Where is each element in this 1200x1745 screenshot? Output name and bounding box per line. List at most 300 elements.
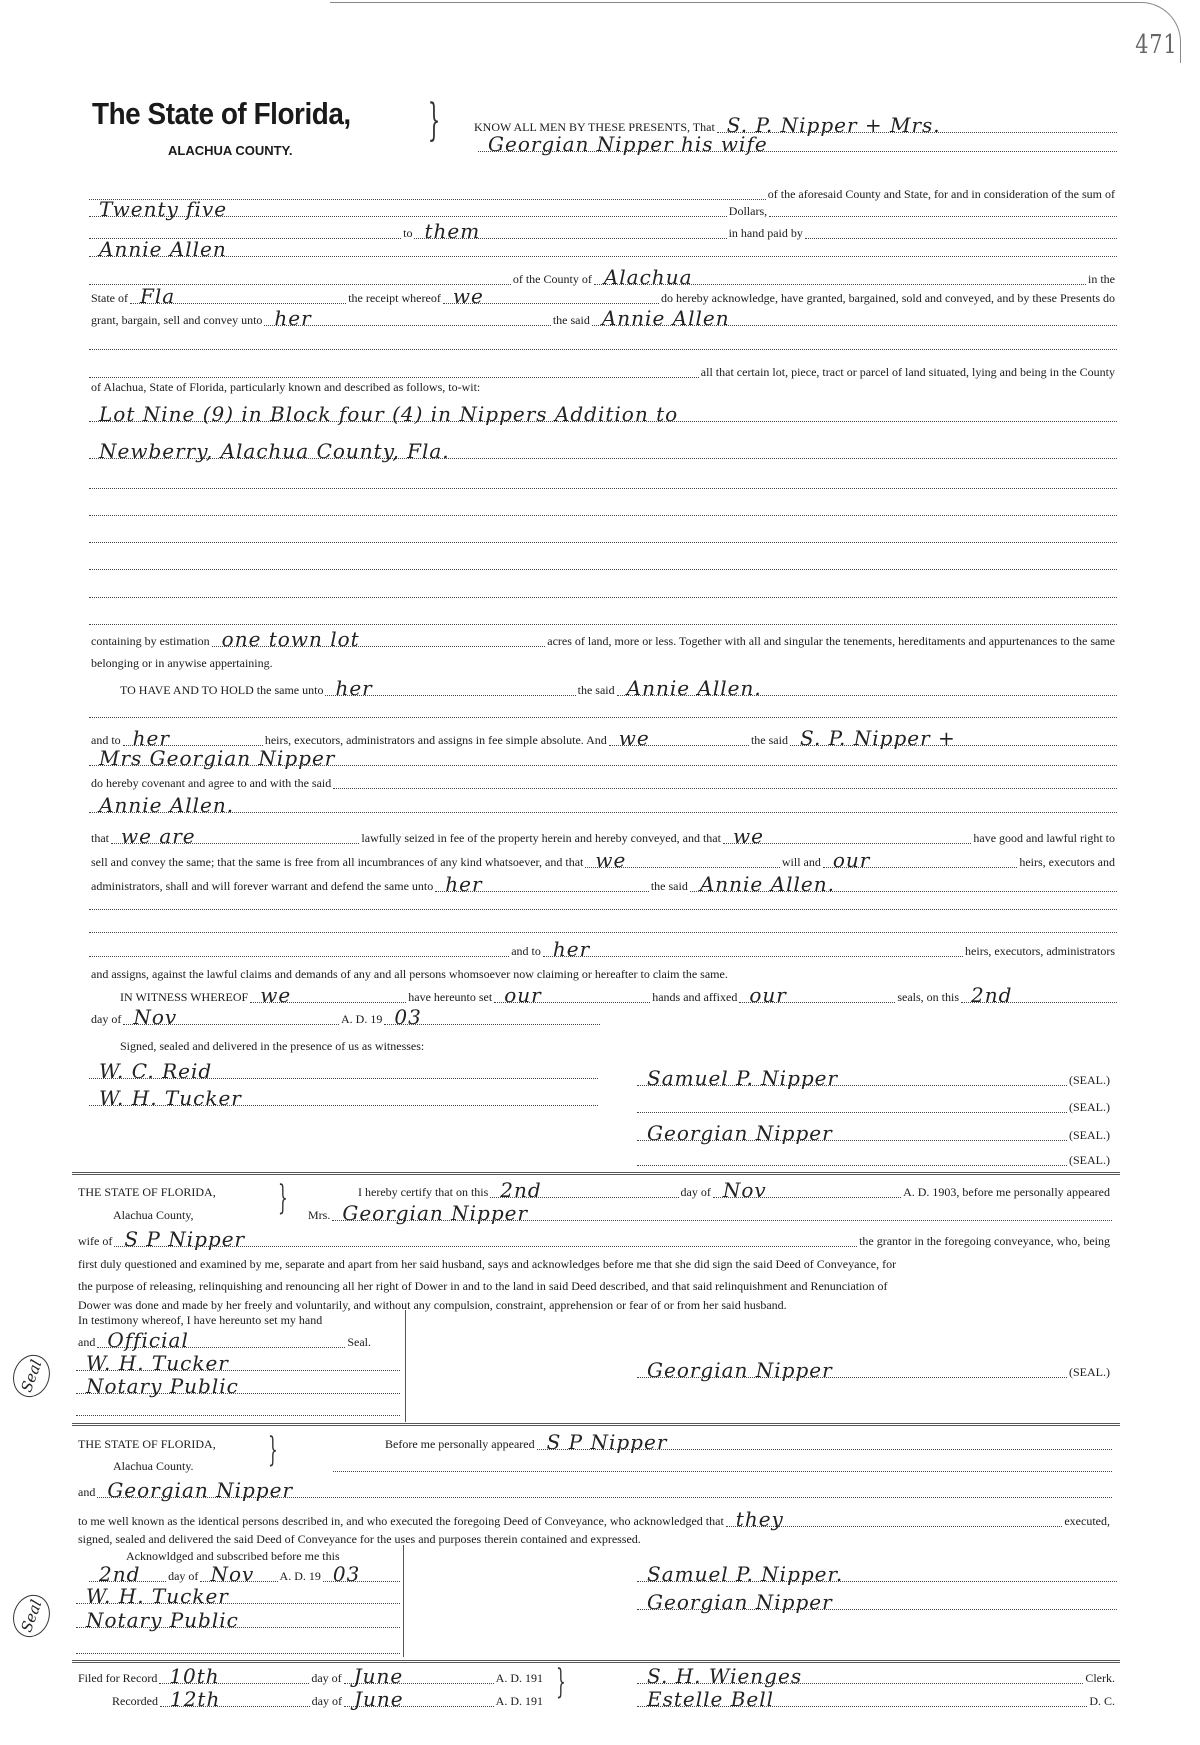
fill-line xyxy=(585,848,780,872)
document-title: The State of Florida, xyxy=(92,96,351,131)
handwritten-entry: S P Nipper xyxy=(546,1430,668,1454)
form-line xyxy=(124,1542,342,1562)
fill-line xyxy=(97,1478,1112,1502)
form-line xyxy=(89,746,1117,770)
form-line xyxy=(637,1590,1117,1614)
printed-text: I hereby certify that on this xyxy=(358,1185,489,1199)
form-line xyxy=(356,1178,1112,1202)
form-line xyxy=(383,1430,1112,1454)
fill-line xyxy=(443,284,659,308)
handwritten-entry: Georgian Nipper xyxy=(647,1590,833,1614)
printed-text: Dollars, xyxy=(728,204,768,218)
fill-line xyxy=(543,937,963,961)
form-line xyxy=(118,676,1117,700)
form-line xyxy=(118,983,1117,1007)
printed-text: the said xyxy=(650,879,688,893)
brace: } xyxy=(277,1178,288,1218)
printed-text: do hereby covenant and agree to and with the said xyxy=(91,776,332,790)
handwritten-entry: Newberry, Alachua County, Fla. xyxy=(99,439,450,463)
form-line xyxy=(111,1452,196,1472)
fill-line xyxy=(76,1374,400,1398)
printed-text: in hand paid by xyxy=(728,226,803,240)
printed-text: IN WITNESS WHEREOF xyxy=(120,990,249,1004)
fill-line xyxy=(89,237,1117,261)
form-line xyxy=(76,1608,400,1632)
section-divider xyxy=(72,1172,1120,1175)
printed-text: Signed, sealed and delivered in the presence of us as witnesses: xyxy=(120,1039,425,1053)
fill-line xyxy=(89,705,1117,718)
handwritten-entry: we xyxy=(260,983,292,1007)
fill-line xyxy=(332,1201,1112,1225)
fill-line xyxy=(637,1562,1117,1586)
fill-line xyxy=(637,1100,1067,1113)
form-line xyxy=(89,960,730,980)
handwritten-entry: 10th xyxy=(169,1664,220,1688)
fill-line xyxy=(89,476,1117,489)
handwritten-entry: W. H. Tucker xyxy=(99,1086,242,1110)
fill-line xyxy=(713,1178,901,1202)
fill-line xyxy=(333,1459,1112,1472)
form-line xyxy=(89,913,1117,933)
handwritten-entry: Official xyxy=(107,1328,189,1352)
handwritten-entry: Georgian Nipper xyxy=(342,1201,529,1225)
handwritten-entry: Samuel P. Nipper. xyxy=(647,1562,844,1586)
form-line xyxy=(89,237,1117,261)
handwritten-entry: W. H. Tucker xyxy=(86,1584,229,1608)
printed-text: and to xyxy=(91,733,121,747)
printed-text: administrators, shall and will forever warrant and defend the same unto xyxy=(91,879,434,893)
fill-line xyxy=(723,824,971,848)
printed-text: A. D. 19 xyxy=(279,1569,321,1583)
handwritten-entry: her xyxy=(445,872,483,896)
handwritten-entry: Annie Allen xyxy=(99,237,227,261)
printed-text: (SEAL.) xyxy=(1069,1128,1110,1142)
form-line xyxy=(637,1358,1112,1382)
printed-text: Filed for Record xyxy=(78,1671,158,1685)
handwritten-entry: we xyxy=(595,848,627,872)
form-line xyxy=(306,1201,1112,1225)
form-line xyxy=(89,469,1117,489)
brace: } xyxy=(267,1430,278,1470)
form-line xyxy=(76,1227,1112,1251)
form-line xyxy=(76,1478,1112,1502)
printed-text: of Alachua, State of Florida, particularly known and described as follows, to-wit: xyxy=(91,380,481,394)
handwritten-entry: our xyxy=(832,848,871,872)
bracket-line xyxy=(405,1310,406,1422)
printed-text: grant, bargain, sell and convey unto xyxy=(91,313,263,327)
form-line xyxy=(472,113,1117,137)
handwritten-entry: Fla xyxy=(140,284,176,308)
printed-text: Mrs. xyxy=(308,1208,331,1222)
fill-line xyxy=(537,1430,1112,1454)
bracket-line xyxy=(403,1545,404,1657)
handwritten-entry: we are xyxy=(121,824,196,848)
fill-line xyxy=(89,612,1117,625)
form-line xyxy=(110,1687,545,1711)
form-line xyxy=(637,1093,1112,1113)
fill-line xyxy=(76,1641,400,1654)
printed-text: all that certain lot, piece, tract or parcel of land situated, lying and being in the County xyxy=(700,365,1115,379)
handwritten-entry: June xyxy=(353,1687,404,1711)
printed-text: Acknowldged and subscribed before me this xyxy=(126,1549,340,1563)
printed-text: A. D. 19 xyxy=(341,1012,383,1026)
handwritten-entry: June xyxy=(353,1664,404,1688)
form-line xyxy=(89,1005,600,1029)
handwritten-entry: Georgian Nipper xyxy=(647,1121,833,1145)
handwritten-entry: S. H. Wienges xyxy=(647,1664,803,1688)
form-line xyxy=(89,824,1117,848)
handwritten-entry: Lot Nine (9) in Block four (4) in Nippers Addition to xyxy=(99,402,679,426)
handwritten-entry: 12th xyxy=(169,1687,221,1711)
form-line xyxy=(89,550,1117,570)
printed-text: the grantor in the foregoing conveyance, who, being xyxy=(859,1234,1110,1248)
form-line xyxy=(333,1452,1112,1472)
page-edge xyxy=(330,2,1181,63)
fill-line xyxy=(333,776,1117,789)
printed-text: Seal. xyxy=(347,1335,371,1349)
fill-line xyxy=(89,1562,166,1586)
fill-line xyxy=(89,530,1117,543)
form-line xyxy=(89,219,1117,243)
handwritten-entry: Georgian Nipper xyxy=(647,1358,833,1382)
form-line xyxy=(89,523,1117,543)
form-line xyxy=(89,402,1117,426)
handwritten-entry: Annie Allen. xyxy=(699,872,835,896)
printed-text: sell and convey the same; that the same is free from all incumbrances of any kind whatsoever, and that xyxy=(91,855,584,869)
handwritten-entry: 03 xyxy=(332,1562,361,1586)
printed-text: (SEAL.) xyxy=(1069,1100,1110,1114)
handwritten-entry: 2nd xyxy=(99,1562,141,1586)
printed-text: hands and affixed xyxy=(652,990,738,1004)
printed-text: KNOW ALL MEN BY THESE PRESENTS, That xyxy=(474,120,715,134)
form-line xyxy=(89,698,1117,718)
handwritten-entry: they xyxy=(735,1507,784,1531)
fill-line xyxy=(89,920,1117,933)
form-line xyxy=(89,890,1117,910)
fill-line xyxy=(76,1351,400,1375)
fill-line xyxy=(617,676,1117,700)
printed-text: have hereunto set xyxy=(408,990,493,1004)
form-line xyxy=(89,284,1117,308)
fill-line xyxy=(250,983,406,1007)
printed-text: Alachua County. xyxy=(113,1459,194,1473)
form-line xyxy=(76,1430,218,1450)
fill-line xyxy=(111,824,359,848)
form-line xyxy=(76,1250,898,1270)
handwritten-entry: Alachua xyxy=(603,265,693,289)
fill-line xyxy=(200,1562,277,1586)
handwritten-entry: 03 xyxy=(394,1005,422,1029)
notary-seal-mark: Seal xyxy=(7,1350,56,1403)
handwritten-entry: Nov xyxy=(210,1562,255,1586)
handwritten-entry: her xyxy=(552,937,591,961)
handwritten-entry: one town lot xyxy=(221,627,360,651)
form-line xyxy=(76,1272,889,1292)
printed-text: the said xyxy=(577,683,615,697)
fill-line xyxy=(76,1403,400,1416)
fill-line xyxy=(637,1358,1067,1382)
handwritten-entry: Nov xyxy=(722,1178,767,1202)
handwritten-entry: we xyxy=(618,726,650,750)
fill-line xyxy=(89,746,1117,770)
handwritten-entry: W. H. Tucker xyxy=(86,1351,229,1375)
form-line xyxy=(76,1634,400,1654)
handwritten-entry: 2nd xyxy=(500,1178,542,1202)
fill-line xyxy=(637,1121,1067,1145)
form-line xyxy=(76,1584,400,1608)
printed-text: will and xyxy=(781,855,821,869)
form-line xyxy=(76,1328,373,1352)
form-line xyxy=(89,306,1117,330)
printed-text: to xyxy=(403,226,413,240)
handwritten-entry: 2nd xyxy=(971,983,1013,1007)
printed-text: have good and lawful right to xyxy=(973,831,1116,845)
form-line xyxy=(76,1374,400,1398)
fill-line xyxy=(384,1005,600,1029)
form-line xyxy=(89,769,1117,789)
fill-line xyxy=(637,1066,1067,1090)
fill-line xyxy=(637,1153,1067,1166)
printed-text: executed, xyxy=(1064,1514,1110,1528)
brace: } xyxy=(427,95,441,146)
handwritten-entry: Samuel P. Nipper xyxy=(647,1066,839,1090)
fill-line xyxy=(89,793,1117,817)
printed-text: (SEAL.) xyxy=(1069,1365,1110,1379)
form-line xyxy=(637,1687,1117,1711)
form-line xyxy=(89,937,1117,961)
printed-text: and xyxy=(78,1485,96,1499)
fill-line xyxy=(478,132,1117,156)
fill-line xyxy=(89,585,1117,598)
notary-seal-mark: Seal xyxy=(7,1590,56,1643)
form-line xyxy=(637,1146,1112,1166)
form-line xyxy=(76,1178,218,1198)
fill-line xyxy=(490,1178,678,1202)
handwritten-entry: Annie Allen xyxy=(601,306,730,330)
fill-line xyxy=(592,306,1117,330)
fill-line xyxy=(823,848,1018,872)
printed-text: A. D. 191 xyxy=(495,1694,543,1708)
page-number: 471 xyxy=(1135,30,1178,60)
handwritten-entry: Notary Public xyxy=(86,1608,239,1632)
form-line xyxy=(89,649,275,669)
form-line xyxy=(89,330,1117,350)
fill-line xyxy=(739,983,895,1007)
printed-text: THE STATE OF FLORIDA, xyxy=(78,1437,216,1451)
handwritten-entry: them xyxy=(424,219,481,243)
printed-text: of the aforesaid County and State, for and in consideration of the sum of xyxy=(767,187,1115,201)
fill-line xyxy=(264,306,550,330)
printed-text: of the County of xyxy=(512,272,592,286)
handwritten-entry: Annie Allen. xyxy=(99,793,235,817)
fill-line xyxy=(89,402,1117,426)
form-line xyxy=(89,1086,598,1110)
form-line xyxy=(89,605,1117,625)
fill-line xyxy=(160,1687,310,1711)
form-line xyxy=(637,1066,1112,1090)
handwritten-entry: her xyxy=(335,676,373,700)
fill-line xyxy=(89,1059,598,1083)
printed-text: acres of land, more or less. Together with all and singular the tenements, hereditaments and appurtenances to the same xyxy=(547,634,1115,648)
handwritten-entry: W. C. Reid xyxy=(99,1059,213,1083)
form-line xyxy=(111,1201,196,1221)
form-line xyxy=(478,132,1117,156)
printed-text: TO HAVE AND TO HOLD the same unto xyxy=(120,683,324,697)
printed-text: day of xyxy=(311,1694,342,1708)
form-line xyxy=(76,1351,400,1375)
printed-text: THE STATE OF FLORIDA, xyxy=(78,1185,216,1199)
fill-line xyxy=(89,337,1117,350)
fill-line xyxy=(323,1562,400,1586)
handwritten-entry: Nov xyxy=(133,1005,178,1029)
printed-text: (SEAL.) xyxy=(1069,1153,1110,1167)
printed-text: belonging or in anywise appertaining. xyxy=(91,656,273,670)
printed-text: containing by estimation xyxy=(91,634,210,648)
printed-text: and to xyxy=(511,944,541,958)
fill-line xyxy=(123,1005,339,1029)
form-line xyxy=(76,1396,400,1416)
handwritten-entry: we xyxy=(452,284,484,308)
printed-text: Recorded xyxy=(112,1694,158,1708)
fill-line xyxy=(89,557,1117,570)
fill-line xyxy=(76,1608,400,1632)
fill-line xyxy=(89,439,1117,463)
printed-text: in the xyxy=(1088,272,1115,286)
printed-text: wife of xyxy=(78,1234,113,1248)
fill-line xyxy=(89,1086,598,1110)
printed-text: day of xyxy=(91,1012,122,1026)
form-line xyxy=(89,1059,598,1083)
form-line xyxy=(89,1562,400,1586)
fill-line xyxy=(344,1687,494,1711)
printed-text: State of xyxy=(91,291,128,305)
printed-text: (SEAL.) xyxy=(1069,1073,1110,1087)
printed-text: day of xyxy=(311,1671,342,1685)
printed-text: do hereby acknowledge, have granted, bargained, sold and conveyed, and by these Presents do xyxy=(661,291,1115,305)
handwritten-entry: our xyxy=(749,983,787,1007)
form-line xyxy=(637,1121,1112,1145)
printed-text: the receipt whereof xyxy=(348,291,441,305)
printed-text: A. D. 191 xyxy=(495,1671,544,1685)
handwritten-entry: Mrs Georgian Nipper xyxy=(99,746,336,770)
fill-line xyxy=(123,726,263,750)
fill-line xyxy=(637,1664,1083,1688)
form-line xyxy=(89,848,1117,872)
fill-line xyxy=(212,627,546,651)
fill-line xyxy=(325,676,575,700)
form-line xyxy=(89,872,1117,896)
printed-text: signed, sealed and delivered the said Deed of Conveyance for the uses and purposes therein contained and expressed. xyxy=(78,1532,641,1546)
printed-text: heirs, executors, administrators xyxy=(965,944,1116,958)
form-line xyxy=(76,1664,545,1688)
printed-text: that xyxy=(91,831,109,845)
printed-text: the said xyxy=(552,313,590,327)
handwritten-entry: our xyxy=(504,983,542,1007)
form-line xyxy=(89,373,482,393)
fill-line xyxy=(89,197,727,221)
printed-text: lawfully seized in fee of the property herein and hereby conveyed, and that xyxy=(361,831,721,845)
form-line xyxy=(89,265,1117,289)
form-line xyxy=(89,496,1117,516)
handwritten-entry: her xyxy=(274,306,312,330)
fill-line xyxy=(637,1590,1117,1614)
printed-text: Dower was done and made by her freely and voluntarily, and without any compulsion, constraint, apprehension or fear of or from her said husband. xyxy=(78,1298,787,1312)
printed-text: seals, on this xyxy=(897,990,960,1004)
handwritten-entry: Twenty five xyxy=(99,197,228,221)
printed-text: heirs, executors, administrators and assigns in fee simple absolute. And xyxy=(264,733,607,747)
printed-text: Before me personally appeared xyxy=(385,1437,535,1451)
fill-line xyxy=(344,1664,494,1688)
form-line xyxy=(89,439,1117,463)
county-heading: ALACHUA COUNTY. xyxy=(168,143,293,158)
fill-line xyxy=(89,944,509,957)
printed-text: A. D. 1903, before me personally appeared xyxy=(903,1185,1110,1199)
fill-line xyxy=(790,726,1117,750)
fill-line xyxy=(114,1227,857,1251)
printed-text: day of xyxy=(680,1185,711,1199)
printed-text: Clerk. xyxy=(1085,1671,1115,1685)
section-divider xyxy=(72,1423,1120,1426)
fill-line xyxy=(97,1328,345,1352)
fill-line xyxy=(961,983,1117,1007)
handwritten-entry: Estelle Bell xyxy=(647,1687,775,1711)
form-line xyxy=(89,197,1117,221)
form-line xyxy=(637,1664,1117,1688)
printed-text: heirs, executors and xyxy=(1019,855,1115,869)
printed-text: and xyxy=(78,1335,96,1349)
fill-line xyxy=(494,983,650,1007)
fill-line xyxy=(726,1507,1063,1531)
handwritten-entry: we xyxy=(732,824,764,848)
printed-text: the purpose of releasing, relinquishing and renouncing all her right of Dower in and to the land in said Deed described, and that said relinquishment and Renunciation of xyxy=(78,1279,888,1293)
fill-line xyxy=(89,897,1117,910)
handwritten-entry: S P Nipper xyxy=(124,1227,246,1251)
handwritten-entry: Georgian Nipper his wife xyxy=(488,132,768,156)
fill-line xyxy=(130,284,346,308)
form-line xyxy=(118,1032,426,1052)
fill-line xyxy=(609,726,749,750)
handwritten-entry: Annie Allen. xyxy=(626,676,762,700)
printed-text: first duly questioned and examined by me, separate and apart from her said husband, says and acknowledges before me that she did sign the said Deed of Conveyance, for xyxy=(78,1257,897,1271)
printed-text: and assigns, against the lawful claims and demands of any and all persons whomsoever now claiming or hereafter to claim the same. xyxy=(91,967,728,981)
fill-line xyxy=(159,1664,309,1688)
form-line xyxy=(89,726,1117,750)
form-line xyxy=(76,1306,324,1326)
fill-line xyxy=(637,1687,1087,1711)
handwritten-entry: her xyxy=(132,726,170,750)
handwritten-entry: Georgian Nipper xyxy=(107,1478,294,1502)
handwritten-entry: S. P. Nipper + Mrs. xyxy=(726,113,941,137)
form-line xyxy=(89,793,1117,817)
brace: } xyxy=(555,1662,566,1702)
printed-text: Alachua County, xyxy=(113,1208,194,1222)
printed-text: the said xyxy=(750,733,788,747)
fill-line xyxy=(89,503,1117,516)
printed-text: to me well known as the identical persons described in, and who executed the foregoing Deed of Conveyance, who acknowledged that xyxy=(78,1514,724,1528)
printed-text: In testimony whereof, I have hereunto set my hand xyxy=(78,1313,323,1327)
form-line xyxy=(76,1507,1112,1531)
handwritten-entry: S. P. Nipper + xyxy=(799,726,956,750)
fill-line xyxy=(76,1584,400,1608)
form-line xyxy=(89,578,1117,598)
printed-text: D. C. xyxy=(1089,1694,1115,1708)
form-line xyxy=(89,627,1117,651)
handwritten-entry: Notary Public xyxy=(86,1374,239,1398)
section-divider xyxy=(72,1660,1120,1663)
form-line xyxy=(637,1562,1117,1586)
fill-line xyxy=(769,204,1117,217)
printed-text: day of xyxy=(168,1569,199,1583)
